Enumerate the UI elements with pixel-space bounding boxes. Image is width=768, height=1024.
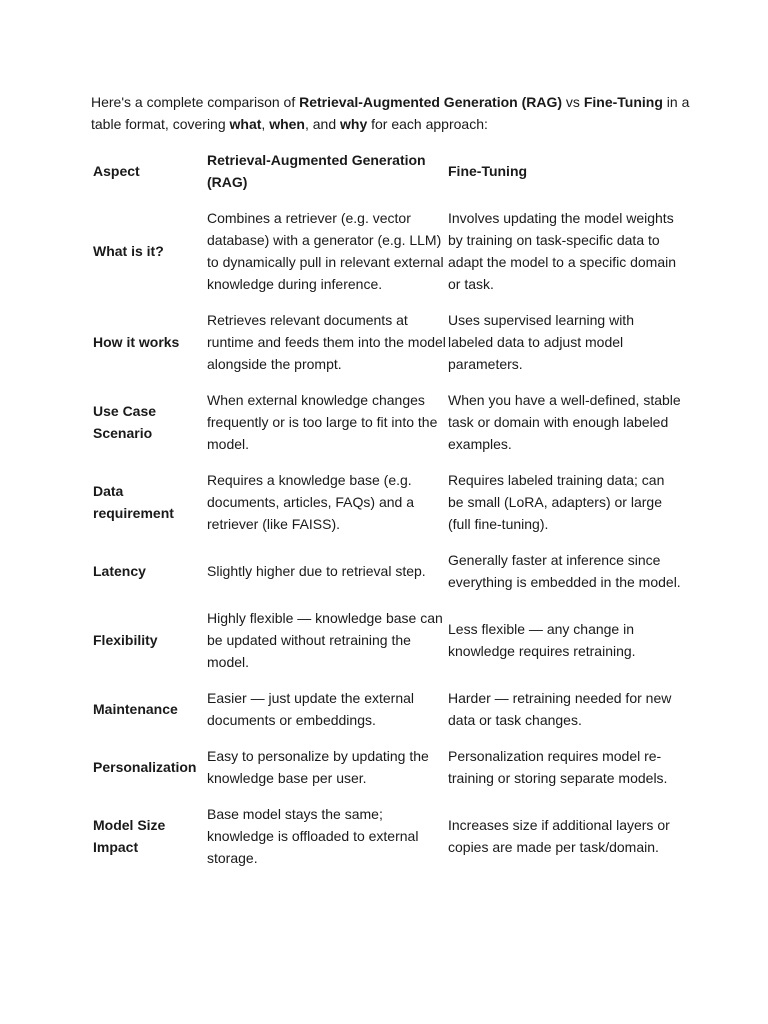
row-rag: Retrieves relevant documents at runtime and feeds them into the model alongside the prompt. [207, 312, 446, 372]
intro-text: vs [562, 94, 584, 110]
table-row [91, 309, 683, 389]
row-aspect: Use Case Scenario [93, 403, 157, 441]
row-finetuning: Harder — retraining needed for new data or task changes. [448, 690, 672, 728]
row-aspect: Model Size Impact [93, 817, 166, 855]
row-rag: Highly flexible — knowledge base can be updated without retraining the model. [207, 610, 443, 670]
table-row [91, 745, 683, 803]
intro-paragraph [91, 91, 691, 135]
row-rag: Base model stays the same; knowledge is offloaded to external storage. [207, 806, 419, 866]
row-rag: When external knowledge changes frequently or is too large to fit into the model. [207, 392, 438, 452]
intro-bold-what: what [229, 116, 262, 132]
intro-bold-rag: Retrieval-Augmented Generation (RAG) [299, 94, 563, 110]
row-finetuning: Increases size if additional layers or copies are made per task/domain. [448, 817, 670, 855]
table-row [91, 549, 683, 607]
row-rag: Easier — just update the external documents or embeddings. [207, 690, 415, 728]
table-row [91, 469, 683, 549]
row-finetuning: Less flexible — any change in knowledge requires retraining. [448, 621, 636, 659]
comparison-table [91, 149, 683, 883]
row-finetuning: When you have a well-defined, stable task or domain with enough labeled examples. [448, 392, 681, 452]
row-aspect: Personalization [93, 759, 197, 775]
header-aspect: Aspect [93, 163, 140, 179]
row-finetuning: Involves updating the model weights by training on task-specific data to adapt the model to a specific domain or task. [448, 210, 677, 292]
row-rag: Easy to personalize by updating the knowledge base per user. [207, 748, 429, 786]
intro-bold-finetuning: Fine-Tuning [583, 94, 663, 110]
row-finetuning: Requires labeled training data; can be small (LoRA, adapters) or large (full fine-tuning). [448, 472, 665, 532]
row-rag: Slightly higher due to retrieval step. [207, 563, 426, 579]
intro-text: , [261, 116, 270, 132]
intro-text: Here's a complete comparison of [91, 94, 300, 110]
row-aspect: Maintenance [93, 701, 178, 717]
table-row [91, 687, 683, 745]
row-aspect: Flexibility [93, 632, 158, 648]
row-rag: Combines a retriever (e.g. vector database) with a generator (e.g. LLM) to dynamically pull in relevant external knowledge during inference. [207, 210, 444, 292]
header-rag: Retrieval-Augmented Generation (RAG) [207, 152, 426, 190]
row-aspect: Data requirement [93, 483, 174, 521]
intro-text: for each approach: [367, 116, 488, 132]
intro-text: in a table format, covering [91, 94, 690, 132]
row-aspect: How it works [93, 334, 180, 350]
row-finetuning: Generally faster at inference since everything is embedded in the model. [448, 552, 681, 590]
row-rag: Requires a knowledge base (e.g. documents, articles, FAQs) and a retriever (like FAISS). [207, 472, 414, 532]
row-finetuning: Personalization requires model re-training or storing separate models. [448, 748, 668, 786]
row-finetuning: Uses supervised learning with labeled data to adjust model parameters. [448, 312, 634, 372]
intro-bold-when: when [269, 116, 305, 132]
row-aspect: Latency [93, 563, 146, 579]
table-row [91, 207, 683, 309]
table-row [91, 607, 683, 687]
intro-text: , and [304, 116, 340, 132]
table-row [91, 389, 683, 469]
table-row [91, 803, 683, 883]
table-header-row [91, 149, 683, 207]
intro-bold-why: why [340, 116, 368, 132]
header-finetuning: Fine-Tuning [448, 163, 528, 179]
row-aspect: What is it? [93, 243, 164, 259]
